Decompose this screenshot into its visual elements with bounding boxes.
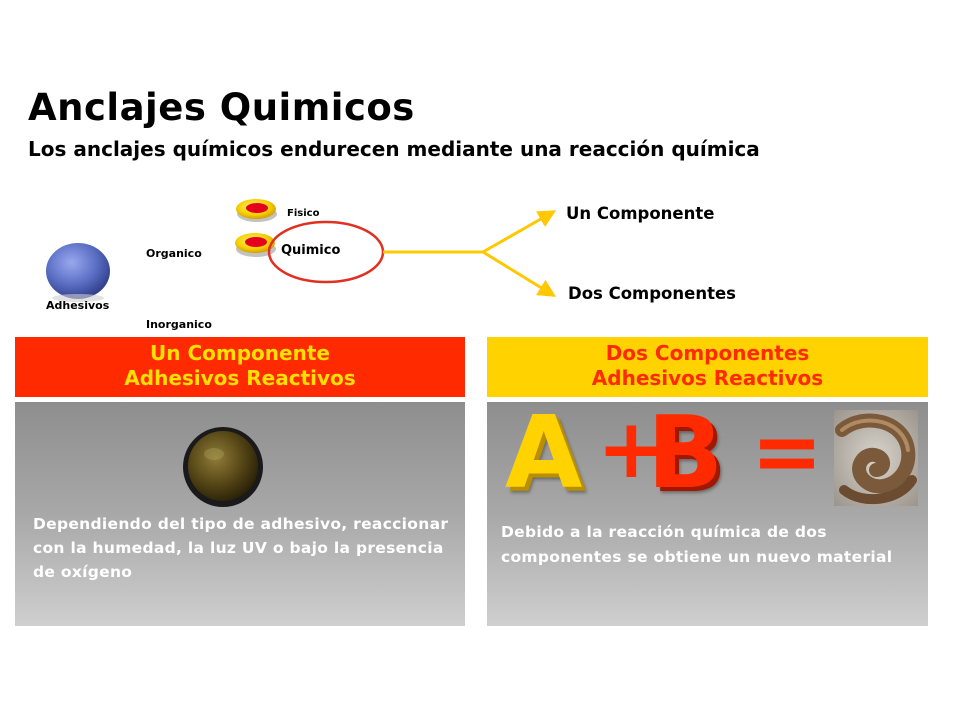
- right-section-panel: [487, 394, 928, 626]
- page-title: Anclajes Quimicos: [28, 86, 415, 129]
- organico-label: Organico: [146, 247, 202, 260]
- right-header-line2: Adhesivos Reactivos: [591, 366, 824, 390]
- fisico-label: Fisico: [287, 208, 320, 219]
- mixed-material-swirl-image: [834, 410, 918, 506]
- left-section-header: [15, 337, 465, 397]
- blue-sphere-icon: [46, 243, 110, 302]
- left-header-line1: Un Componente: [150, 341, 330, 365]
- adhesivos-label: Adhesivos: [46, 299, 110, 312]
- branch-dos-componentes: Dos Componentes: [568, 284, 736, 303]
- left-header-line2: Adhesivos Reactivos: [124, 366, 356, 390]
- diagram-graphics: [0, 0, 960, 340]
- right-section-body: Debido a la reacción química de dos componentes se obtiene un nuevo material: [501, 523, 893, 566]
- dark-bronze-sphere-icon: [180, 424, 266, 510]
- formula-a: A: [505, 394, 583, 511]
- right-header-line1: Dos Componentes: [605, 341, 810, 365]
- branch-un-componente: Un Componente: [566, 204, 715, 223]
- inorganico-label: Inorganico: [146, 318, 212, 331]
- page-subtitle: Los anclajes químicos endurecen mediante una reacción química: [28, 137, 760, 161]
- formula-b: B: [647, 394, 724, 511]
- left-section-panel: [15, 402, 465, 626]
- formula-plus: +: [597, 402, 666, 497]
- formula-equals: =: [751, 402, 824, 502]
- fisico-disc-icon: [236, 199, 277, 222]
- right-section-header: [487, 337, 928, 397]
- quimico-label: Quimico: [281, 243, 341, 258]
- arrow-down: [483, 252, 553, 295]
- left-section-body: Dependiendo del tipo de adhesivo, reaccionar con la humedad, la luz UV o bajo la presencia de oxígeno: [33, 515, 449, 581]
- arrow-up: [483, 212, 553, 252]
